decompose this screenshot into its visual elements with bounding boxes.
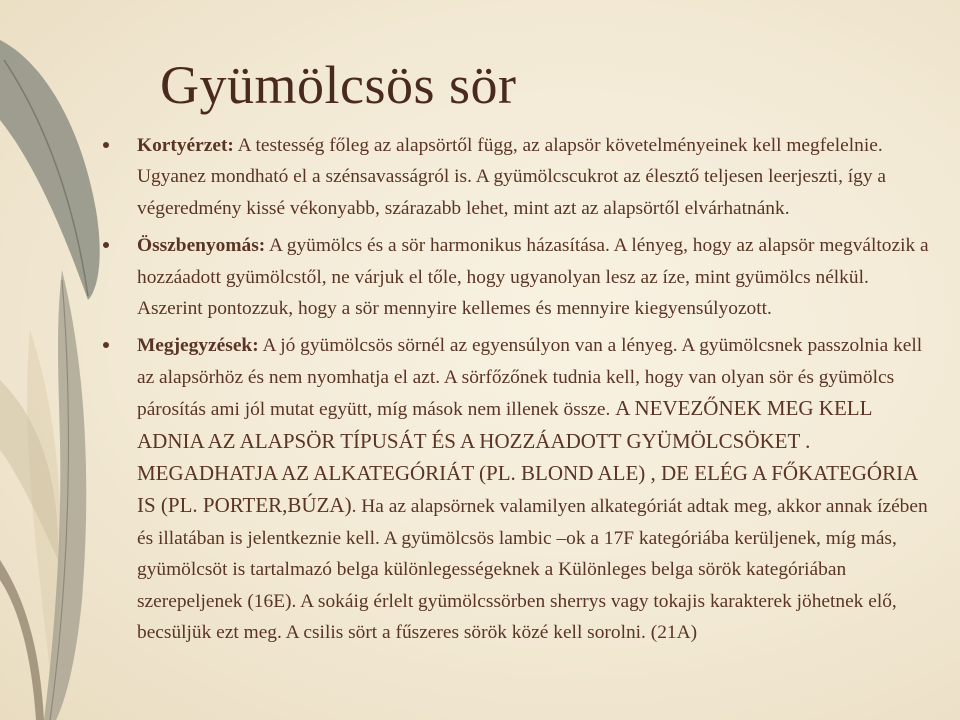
bullet-kortyerzet bbox=[103, 130, 933, 224]
bullet-dot-icon bbox=[103, 342, 109, 348]
bullet-text-rest: . Ha az alapsörnek valamilyen alkategóriát adtak meg, akkor annak ízében és illatában is jelentkeznie kell. A gyümölcsös lambic –ok a 17F kategóriába kerüljenek, míg más, gyümölcsöt is tartalmazó belga különlegességeknek a Különleges belga sörök kategóriában szerepeljenek (16E). A sokáig érlelt gyümölcssörben sherrys vagy tokajis karakterek jöhetnek elő, becsüljük ezt meg. A csilis sört a fűszeres sörök közé kell sorolni. (21A) bbox=[137, 496, 928, 644]
bullet-term: Megjegyzések: bbox=[137, 335, 259, 357]
bullet-megjegyzesek bbox=[103, 330, 933, 648]
bullet-list bbox=[103, 130, 933, 649]
bullet-text: A gyümölcs és a sör harmonikus házasítása. A lényeg, hogy az alapsör megváltozik a hozzáadott gyümölcstől, ne várjuk el tőle, hogy ugyanolyan lesz az íze, mint gyümölcs nélkül. Aszerint pontozzuk, hogy a sör mennyire kellemes és mennyire kiegyensúlyozott. bbox=[137, 235, 929, 320]
bullet-text: A jó gyümölcsös sörnél az egyensúlyon van a lényeg. A gyümölcsnek passzolnia kell az alapsörhöz és nem nyomhatja el azt. A sörfőzőnek tudnia kell, hogy van olyan sör és gyümölcs párosítás ami jól mutat együtt, míg mások nem illenek össze. bbox=[137, 335, 923, 421]
bullet-term: Összbenyomás: bbox=[137, 235, 266, 257]
bullet-term: Kortyérzet: bbox=[137, 135, 234, 156]
bullet-text: A testesség főleg az alapsörtől függ, az alapsör követelményeinek kell megfelelnie. Ugyanez mondható el a szénsavasságról is. A gyümölcscukrot az élesztő teljesen leerjeszti, így a végeredmény kissé vékonyabb, szárazabb lehet, mint azt az alapsörtől elvárhatnánk. bbox=[137, 135, 886, 219]
bullet-dot-icon bbox=[103, 242, 109, 248]
bullet-osszbenyomas bbox=[103, 230, 933, 324]
bullet-caps-text: A NEVEZŐNEK MEG KELL ADNIA AZ ALAPSÖR TÍPUSÁT ÉS A HOZZÁADOTT GYÜMÖLCSÖKET . MEGADHATJA AZ ALKATEGÓRIÁT (PL. BLOND ALE) , DE ELÉG A FŐKATEGÓRIA IS (PL. PORTER,BÚZA) bbox=[137, 396, 918, 518]
slide-title: Gyümölcsös sör bbox=[160, 55, 517, 115]
leaf-stem bbox=[0, 560, 44, 720]
leaf-top bbox=[0, 40, 100, 300]
bullet-dot-icon bbox=[103, 142, 109, 148]
